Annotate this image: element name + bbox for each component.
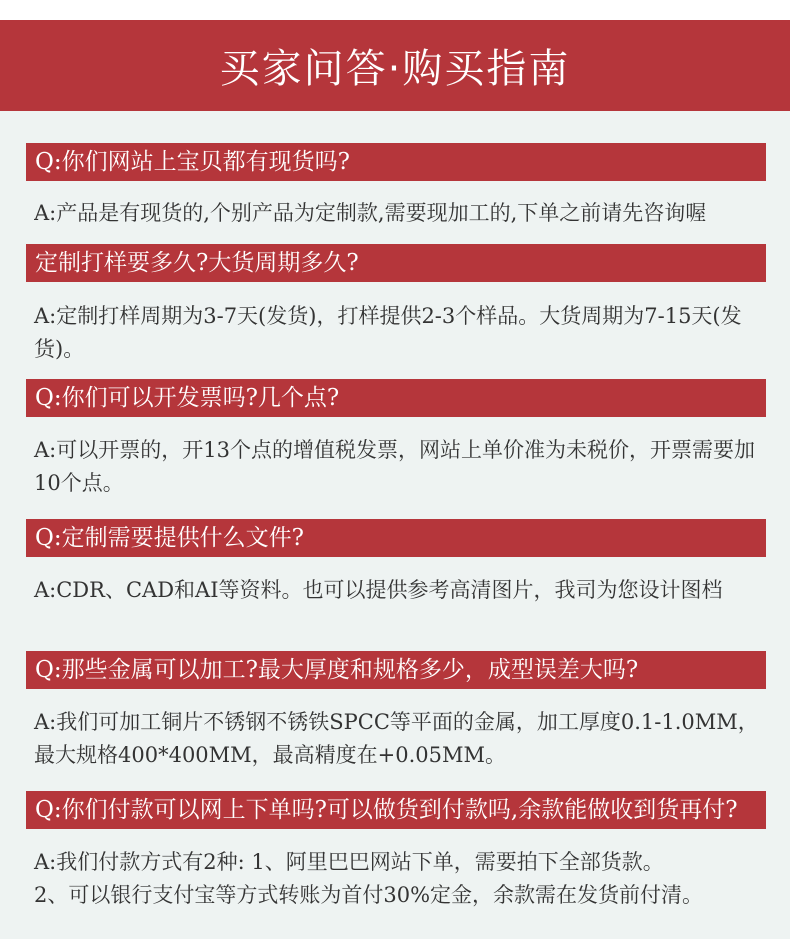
answer-6 [34, 846, 764, 912]
question-4: Q:定制需要提供什么文件? [26, 519, 766, 557]
answer-3: A:可以开票的，开13个点的增值税发票，网站上单价准为未税价，开票需要加10个点。 [34, 438, 755, 495]
answer-1: A:产品是有现货的,个别产品为定制款,需要现加工的,下单之前请先咨询喔 [34, 201, 707, 225]
question-5: Q:那些金属可以加工?最大厚度和规格多少，成型误差大吗? [26, 651, 766, 689]
top-margin [0, 0, 790, 20]
question-3: Q:你们可以开发票吗?几个点? [26, 379, 766, 417]
answer-5: A:我们可加工铜片不锈钢不锈铁SPCC等平面的金属，加工厚度0.1-1.0MM，最大规格400*400MM，最高精度在+0.05MM。 [34, 710, 759, 767]
page-title: 买家问答·购买指南 [219, 46, 571, 92]
question-6: Q:你们付款可以网上下单吗?可以做货到付款吗,余款能做收到货再付? [26, 791, 766, 829]
page-header [0, 20, 790, 111]
question-1: Q:你们网站上宝贝都有现货吗? [26, 143, 766, 181]
answer-2: A:定制打样周期为3-7天(发货)，打样提供2-3个样品。大货周期为7-15天(发货)。 [34, 304, 742, 361]
answer-6-line-2: 2、可以银行支付宝等方式转账为首付30%定金，余款需在发货前付清。 [34, 883, 704, 907]
question-2: 定制打样要多久?大货周期多久? [26, 244, 766, 282]
answer-6-line-1: A:我们付款方式有2种: 1、阿里巴巴网站下单，需要拍下全部货款。 [34, 850, 664, 874]
answer-4: A:CDR、CAD和AI等资料。也可以提供参考高清图片，我司为您设计图档 [34, 578, 723, 602]
